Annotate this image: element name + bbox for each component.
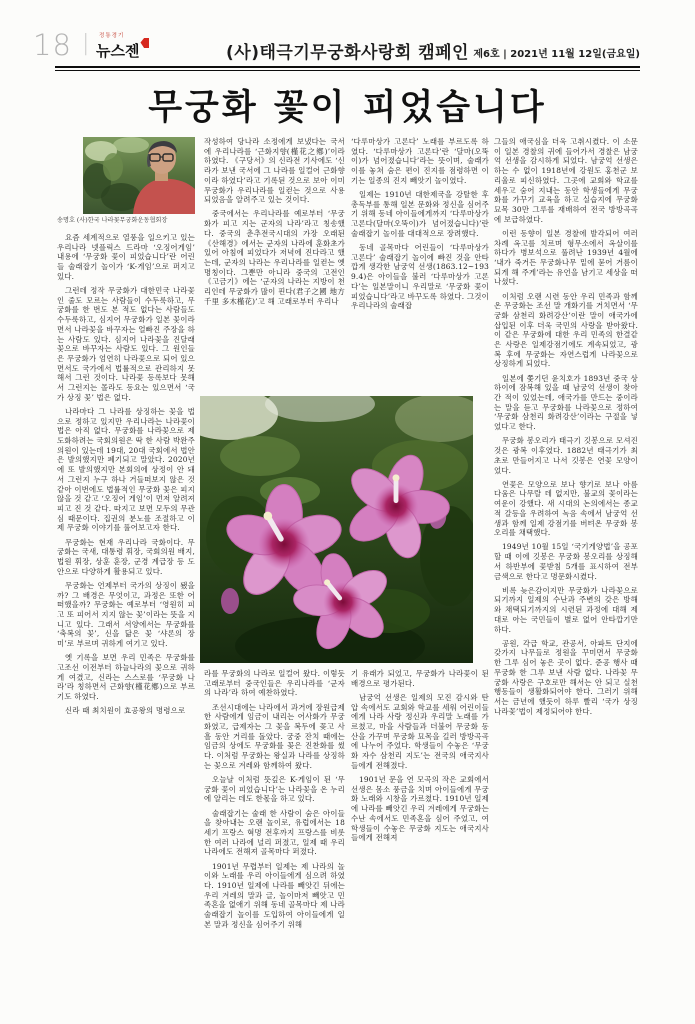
flower-bud	[221, 588, 239, 614]
column-1	[57, 137, 195, 1015]
paragraph: 이처럼 오랜 시련 동안 우리 민족과 함께 온 무궁화는 조선 말 개화기를 거치면서 ‘무궁화 삼천리 화려강산’이란 말이 애국가에 삽입된 이후 더욱 국민의 사랑을 받아왔다. 이 같은 무궁화에 대한 우리 민족의 한결같은 사랑은 일제강점기에도 계속되었고, 광복 후에 무궁화는 자연스럽게 나라꽃으로 상징하게 되었다.	[494, 291, 638, 369]
paragraph: 그들의 애국심을 더욱 고취시켰다. 이 소문이 일본 경찰의 귀에 들어가서 경찰은 남궁억 선생을 감시하게 되었다. 남궁억 선생은 하는 수 없이 1918년에 강원도 홍천군 보리울로 피신하였다. 그곳에 교회와 학교를 세우고 숨어 지내는 동안 학생들에게 무궁화를 가꾸기 교육을 하고 실습지에 무궁화 묘목 30만 그루를 재배하여 전국 방방곡곡에 보급하였다.	[494, 137, 638, 224]
column-2-top	[204, 137, 345, 394]
paragraph: 기 유래가 되었고, 무궁화가 나라꽃이 된 배경으로 평가된다.	[351, 669, 489, 688]
paragraph: ‘다루마상가 고론다’ 노래를 부르도록 하였다. ‘다루마상가 고론다’란 ‘달마(오뚝이)가 넘어졌습니다’라는 뜻이며, 술래가 이를 놓쳐 숨은 편이 진지를 점령하면 이기는 일종의 진지 빼앗기 놀이였다.	[351, 137, 489, 185]
paragraph: 무궁화는 현재 우리나라 국화이다. 무궁화는 국새, 대통령 휘장, 국회의원 배지, 법원 휘장, 상훈 훈장, 군경 계급장 등 도안으로 다양하게 활용되고 있다.	[57, 537, 195, 576]
paragraph: 일본에 쫓기던 윤치호가 1893년 중국 상하이에 잠복해 있을 때 남궁억 선생이 찾아간 적이 있었는데, 애국가를 만드는 중이라는 말을 듣고 무궁화를 나라꽃으로 정하여 ‘무궁화 삼천리 화려강산’이라는 구절을 넣었다고 한다.	[494, 373, 638, 432]
paragraph: 요즘 세계적으로 열풍을 일으키고 있는 우리나라 넷플릭스 드라마 ‘오징어게임’ 내용에 ‘무궁화 꽃이 피었습니다’란 어린들 술래잡기 놀이가 ‘K-게임’으로 퍼지고 있다.	[57, 233, 195, 281]
paragraph: 일제는 1910년 대한제국을 강탈한 후 총독부를 통해 일본 문화와 정신을 심어주기 위해 동네 아이들에게까지 ‘다루마상가 고론다(달마(오뚝이)가 넘어졌습니다)’란 술래잡기 놀이를 대대적으로 장려했다.	[351, 190, 489, 238]
column-3-bottom	[351, 669, 489, 1015]
paragraph: 공원, 각급 학교, 관공서, 아파트 단지에 갖가지 나무들로 정원을 꾸미면서 무궁화 한 그루 심어 놓은 곳이 없다. 준공 행사 때 무궁화 한 그루 보낸 사람 없다. 나라꽃 무궁화 사랑은 구호로만 해서는 안 되고 실천 행동들이 생활화되어야 한다. 그러기 위해서는 금년에 했듯이 하루 빨리 ‘국가 상징 나라꽃’법이 제정되어야 한다.	[494, 638, 638, 716]
paragraph: 1901년 무렵부터 일제는 제 나라의 놀이와 노래를 우리 아이들에게 심으려 하였다. 1910년 일제에 나라를 빼앗긴 뒤에는 우리 겨레의 말과 글, 놀이마저 빼앗고 민족혼을 없애기 위해 동네 골목마다 제 나라 술래잡기 놀이를 도입하여 아이들에게 일본 말과 정신을 심어주기 위해	[204, 861, 345, 929]
logo-name: 뉴스젠	[96, 42, 140, 60]
paragraph: 신라 때 최치원이 효공왕의 명령으로	[65, 706, 186, 716]
paragraph: 옛 기록을 보면 우리 민족은 무궁화를 고조선 이전부터 하늘나라의 꽃으로 귀하게 여겼고, 신라는 스스로를 ‘무궁화 나라’라 칭하면서 근화향(槿花鄕)으로 부르기도 하였다.	[57, 653, 195, 702]
header-rule	[55, 66, 640, 71]
paragraph: 이런 동향이 일본 경찰에 발각되어 여러 차례 옥고를 치르며 형무소에서 옥살이를 하다가 병보석으로 풀려난 1939년 4월에 ‘내가 죽거든 무궁화나무 밑에 묻어 거름이 되게 해 주게’라는 유언을 남기고 세상을 떠나셨다.	[494, 228, 638, 287]
issue-date: 제6호 | 2021년 11월 12일(금요일)	[473, 49, 640, 60]
logo-tagline: 정통경기	[99, 33, 125, 39]
article-photo-mugunghwa	[200, 396, 473, 663]
mugunghwa-flowers-image	[200, 396, 473, 663]
paragraph: 1901년 문을 연 모곡의 작은 교회에서 선생은 몸소 풍금을 치며 아이들에게 무궁화 노래와 시창을 가르쳤다. 1910년 일제에 나라를 빼앗긴 우리 겨레에게 무궁화는 수난 속에서도 민족혼을 심어 주었고, 여학생들이 수놓은 무궁화 지도는 애국지사들에게 전해져	[351, 775, 489, 843]
paragraph: 나라마다 그 나라를 상징하는 꽃을 법으로 정하고 있지만 우리나라는 나라꽃이 법은 아직 없다. 무궁화를 나라꽃으로 제도화하려는 국회의원은 딱 한 사람 박완주 의원이 있는데 19대, 20대 국회에서 법안은 발의했지만 폐기되고 말았다. 2020년에 또 발의했지만 본회의에 상정이 안 돼서 그런지 누구 하나 거들떠보지 않은 것 같아 이번에도 법률적인 무궁화 꽃은 피지 않을 것 같고 ‘오징어 게임’이 먼저 알려져 피고 진 것 같다. 따지고 보면 모두의 무관심 때문이다. 집권의 분노를 조절하고 이제 무궁화 이야기를 풀어보고자 한다.	[57, 406, 195, 533]
paragraph: 라를 무궁화의 나라로 일컬어 왔다. 이렇듯 고래로부터 중국인들은 우리나라를 ‘군자의 나라’라 하여 예찬하였다.	[204, 669, 345, 698]
paragraph: 무궁화 봉오리가 태극기 깃봉으로 모셔진 것은 광복 이후였다. 1882년 태극기가 최초로 만들어지고 나서 깃봉은 연꽃 모양이었다.	[494, 436, 638, 475]
paragraph: 남궁억 선생은 일제의 모진 감시와 탄압 속에서도 교회와 학교를 세워 어린이들에게 나라 사랑 정신과 우리말 노래를 가르쳤고, 마을 사람들과 더불어 무궁화 동산을 가꾸며 무궁화 묘목을 길러 방방곡곡에 나누어 주었다. 학생들이 수놓은 ‘무궁화 자수 삼천리 지도’는 전국의 애국지사들에게 전해졌다.	[351, 692, 489, 770]
header-divider: |	[82, 31, 90, 56]
column-4	[494, 137, 638, 1015]
author-photo	[83, 137, 195, 214]
paragraph: 무궁화는 언제부터 국가의 상징이 됐을까? 그 배경은 무엇이고, 과정은 또한 어떠했을까? 무궁화는 예로부터 ‘영원히 피고 또 피어서 지지 않는 꽃’이라는 뜻을 지니고 있다. 그래서 서양에서는 무궁화를 ‘축복의 꽃’, 신을 닮은 꽃 ‘샤론의 장미’로 부르며 귀하게 여기고 있다.	[57, 580, 195, 649]
paragraph: 그런데 정작 무궁화가 대한민국 나라꽃인 줄도 모르는 사람들이 수두룩하고, 무궁화를 한 번도 본 적도 없다는 사람들도 수두룩하고, 심지어 무궁화가 일본 꽃이라면서 나라꽃을 바꾸자는 얼빠진 주장을 하는 사람도 있다. 심지어 나라꽃을 진달래꽃으로 바꾸자는 사람도 있다. 그 원인들은 무궁화가 엄연히 나라꽃으로 되어 있으면서도 국가에서 법률적으로 관리하지 못해서 그런 것이다. 나라꽃 등록보다 못해서 그런지는 몰라도 동요는 있으면서 ‘국가 상징 꽃’ 법은 없다.	[57, 286, 195, 402]
paragraph: 오늘날 이처럼 뜻깊은 K-게임이 된 ‘무궁화 꽃이 피었습니다’는 나라꽃을 온 누리에 알리는 데도 한몫을 하고 있다.	[204, 775, 345, 804]
author-photo-image	[83, 137, 195, 214]
campaign-title: (사)태극기무궁화사랑회 캠페인	[226, 43, 469, 63]
paragraph: 동네 골목마다 어린들이 ‘다루마상가 고론다’ 술래잡기 놀이에 빠진 것을 안타깝게 생각한 남궁억 선생(1863.12~1939.4)은 아이들을 불러 ‘다루마상가 고론다’는 일본말이니 우리말로 ‘무궁화 꽃이 피었습니다’라고 바꾸도록 하였다. 그것이 우리나라의 술래잡	[351, 243, 489, 311]
paragraph: 연꽃은 모양으로 보나 향기로 보나 아름다움은 나무랄 데 없지만, 불교의 꽃이라는 여운이 강했다. 새 시대의 논의에서는 종교적 갈등을 우려하여 녹음 속에서 남궁억 선생과 함께 일제 강점기를 버텨온 무궁화 봉오리를 채택했다.	[494, 479, 638, 538]
paragraph: 중국에서는 우리나라를 예로부터 ‘무궁화가 피고 지는 군자의 나라’라고 칭송했다. 중국의 춘추전국시대의 가장 오래된 《산해경》에서는 군자의 나라에 훈화초가 있어 아침에 피었다가 저녁에 진다라고 했는데, 군자의 나라는 우리나라를 일컫는 옛 명칭이다. 그뿐만 아니라 중국의 고전인 《고금기》에는 ‘군자의 나라는 지방이 천리인데 무궁화가 많이 핀다(君子之國 地方千里 多木槿花)’고 해 고래로부터 우리나	[204, 209, 345, 306]
column-2-bottom	[204, 669, 345, 1015]
headline: 무궁화 꽃이 피었습니다	[148, 87, 547, 128]
author-caption: 송명호 (사)한국 나라꽃무궁화운동협회장	[57, 217, 168, 224]
paragraph: 작성하여 당나라 소정에게 보냈다는 국서에 우리나라를 ‘근화지향(槿花之鄕)’이라 하였다. 《구당서》의 신라전 기사에도 ‘신라가 보낸 국서에 그 나라를 일컬어 근화향이라 하였다’라고 기록된 것으로 보아 이미 무궁화가 우리나라를 일컫는 것으로 사용되었음을 알려주고 있는 것이다.	[204, 137, 345, 205]
paragraph: 술래잡기는 술래 한 사람이 숨은 아이들을 찾아내는 오랜 놀이로, 유럽에서는 18세기 프랑스 혁명 전후까지 프랑스를 비롯한 여러 나라에 널리 퍼졌고, 일제 때 우리나라에도 전해져 골목마다 퍼졌다.	[204, 808, 345, 857]
speech-bubble-icon	[140, 38, 149, 48]
newspaper-logo	[96, 31, 149, 61]
paragraph: 1949년 10월 15일 ‘국기게양법’을 공포할 때 이에 깃봉은 무궁화 봉오리를 상징해서 하반부에 꽃받침 5개를 표시하여 전부 금색으로 한다고 명문화시켰다.	[494, 542, 638, 581]
paragraph: 비록 늦은감이지만 무궁화가 나라꽃으로 되기까지 일제의 수난과 주변의 갖은 방해와 채택되기까지의 시련된 과정에 대해 제대로 아는 국민들이 별로 없어 안타깝기만 하다.	[494, 585, 638, 634]
column-3-top	[351, 137, 489, 394]
page-number: 18	[33, 28, 72, 62]
paragraph: 조선시대에는 나라에서 과거에 장원급제한 사람에게 임금이 내리는 어사화가 무궁화였고, 급제자는 그 꽃을 복두에 꽂고 사흘 동안 거리를 돌았다. 궁중 잔치 때에는 임금의 상에도 무궁화를 꽂은 진찬화를 썼다. 이처럼 무궁화는 왕실과 나라를 상징하는 꽃으로 겨레와 함께하여 왔다.	[204, 702, 345, 770]
